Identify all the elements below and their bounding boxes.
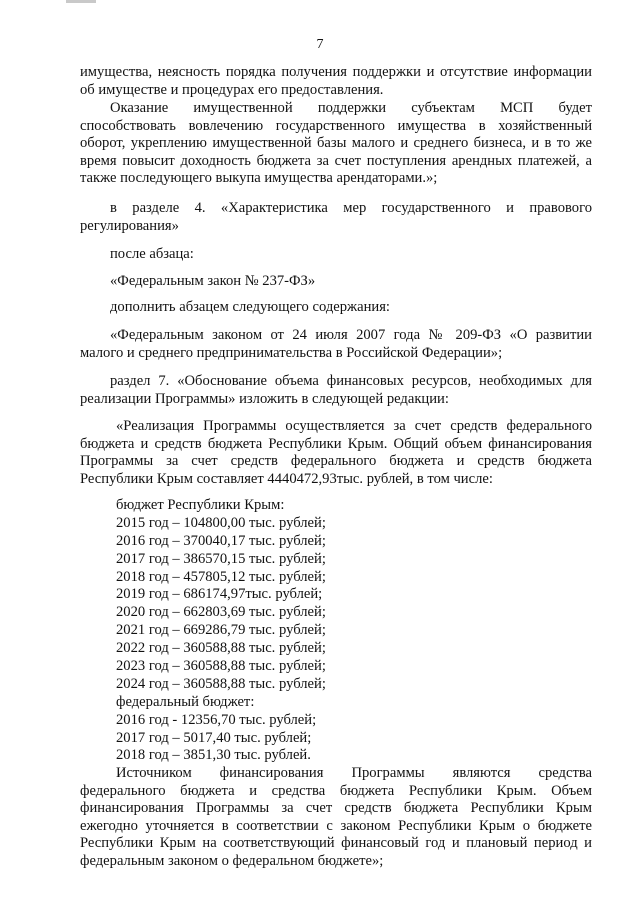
list-item: 2019 год – 686174,97тыс. рублей; xyxy=(116,586,323,603)
list-item: 2016 год - 12356,70 тыс. рублей; xyxy=(116,711,317,728)
list-item: 2023 год – 360588,88 тыс. рублей; xyxy=(116,658,326,675)
text-line: дополнить абзацем следующего содержания: xyxy=(110,299,390,315)
text-line: об имуществе и процедурах его предоставления. xyxy=(80,81,384,98)
paragraph-1 xyxy=(80,64,592,99)
list-item: 2024 год – 360588,88 тыс. рублей; xyxy=(116,675,326,692)
text-line: Республики Крым составляет 4440472,93тыс. рублей, в том числе: xyxy=(80,470,493,487)
paragraph-3 xyxy=(80,200,592,235)
text-line: имущества, неясность порядка получения поддержки и отсутствие информации xyxy=(80,64,592,80)
paragraph-2 xyxy=(80,100,592,188)
list-item: 2021 год – 669286,79 тыс. рублей; xyxy=(116,622,326,639)
list-item: 2017 год – 5017,40 тыс. рублей; xyxy=(116,729,312,746)
list-item: бюджет Республики Крым: xyxy=(116,497,285,513)
text-line: «Федеральным законом от 24 июля 2007 года № 209-ФЗ «О развитии xyxy=(110,327,592,343)
text-line: федерального бюджета и средства бюджета Республики Крым. Объем xyxy=(80,782,592,799)
text-line: малого и среднего предпринимательства в Российской Федерации»; xyxy=(80,344,503,361)
text-line: «Федеральным закон № 237-ФЗ» xyxy=(110,273,316,289)
list-item: федеральный бюджет: xyxy=(116,693,255,710)
paragraph-7 xyxy=(80,327,592,362)
list-item: 2022 год – 360588,88 тыс. рублей; xyxy=(116,640,326,657)
budget-list xyxy=(116,497,516,765)
text-line: ежегодно уточняется в соответствии с законом Республики Крым о бюджете xyxy=(80,817,592,834)
text-line: оборот, укреплению имущественной базы малого и среднего бизнеса, и в то же xyxy=(80,135,592,152)
text-line: реализации Программы» изложить в следующей редакции: xyxy=(80,390,449,407)
paragraph-8 xyxy=(80,373,592,408)
page-number: 7 xyxy=(316,37,324,52)
text-line: после абзаца: xyxy=(110,246,194,262)
list-item: 2018 год – 457805,12 тыс. рублей; xyxy=(116,568,326,585)
text-line: Оказание имущественной поддержки субъектам МСП будет xyxy=(110,100,592,116)
text-line: Республики Крым на соответствующий финансовый год и плановый период и xyxy=(80,835,592,852)
paragraph-6 xyxy=(80,299,592,317)
text-line: Программы за счет средств федерального бюджета и средств бюджета xyxy=(80,453,592,470)
text-line: раздел 7. «Обоснование объема финансовых ресурсов, необходимых для xyxy=(110,373,592,389)
list-item: 2017 год – 386570,15 тыс. рублей; xyxy=(116,550,326,567)
text-line: способствовать вовлечению государственного имущества в хозяйственный xyxy=(80,117,592,134)
text-line: бюджета и средств бюджета Республики Крым. Общий объем финансирования xyxy=(80,435,592,452)
paragraph-10 xyxy=(80,765,592,871)
text-line: в разделе 4. «Характеристика мер государственного и правового xyxy=(110,200,592,216)
text-line: финансирования Программы за счет средств бюджета Республики Крым xyxy=(80,800,592,817)
text-line: федеральным законом о федеральном бюджете»; xyxy=(80,852,384,869)
text-line: Источником финансирования Программы являются средства xyxy=(116,765,592,781)
text-line: также последующего выкупа имущества арендаторами.»; xyxy=(80,170,438,187)
list-item: 2018 год – 3851,30 тыс. рублей. xyxy=(116,747,311,764)
list-item: 2015 год – 104800,00 тыс. рублей; xyxy=(116,514,326,531)
list-item: 2020 год – 662803,69 тыс. рублей; xyxy=(116,604,326,621)
paragraph-9 xyxy=(80,418,592,488)
text-line: регулирования» xyxy=(80,217,179,234)
text-line: время повысит доходность бюджета за счет поступления арендных платежей, а xyxy=(80,152,592,169)
paragraph-4 xyxy=(80,246,592,264)
list-item: 2016 год – 370040,17 тыс. рублей; xyxy=(116,532,326,549)
paragraph-5 xyxy=(80,273,592,291)
scan-artifact xyxy=(66,0,96,3)
text-line: «Реализация Программы осуществляется за счет средств федерального xyxy=(116,418,592,434)
